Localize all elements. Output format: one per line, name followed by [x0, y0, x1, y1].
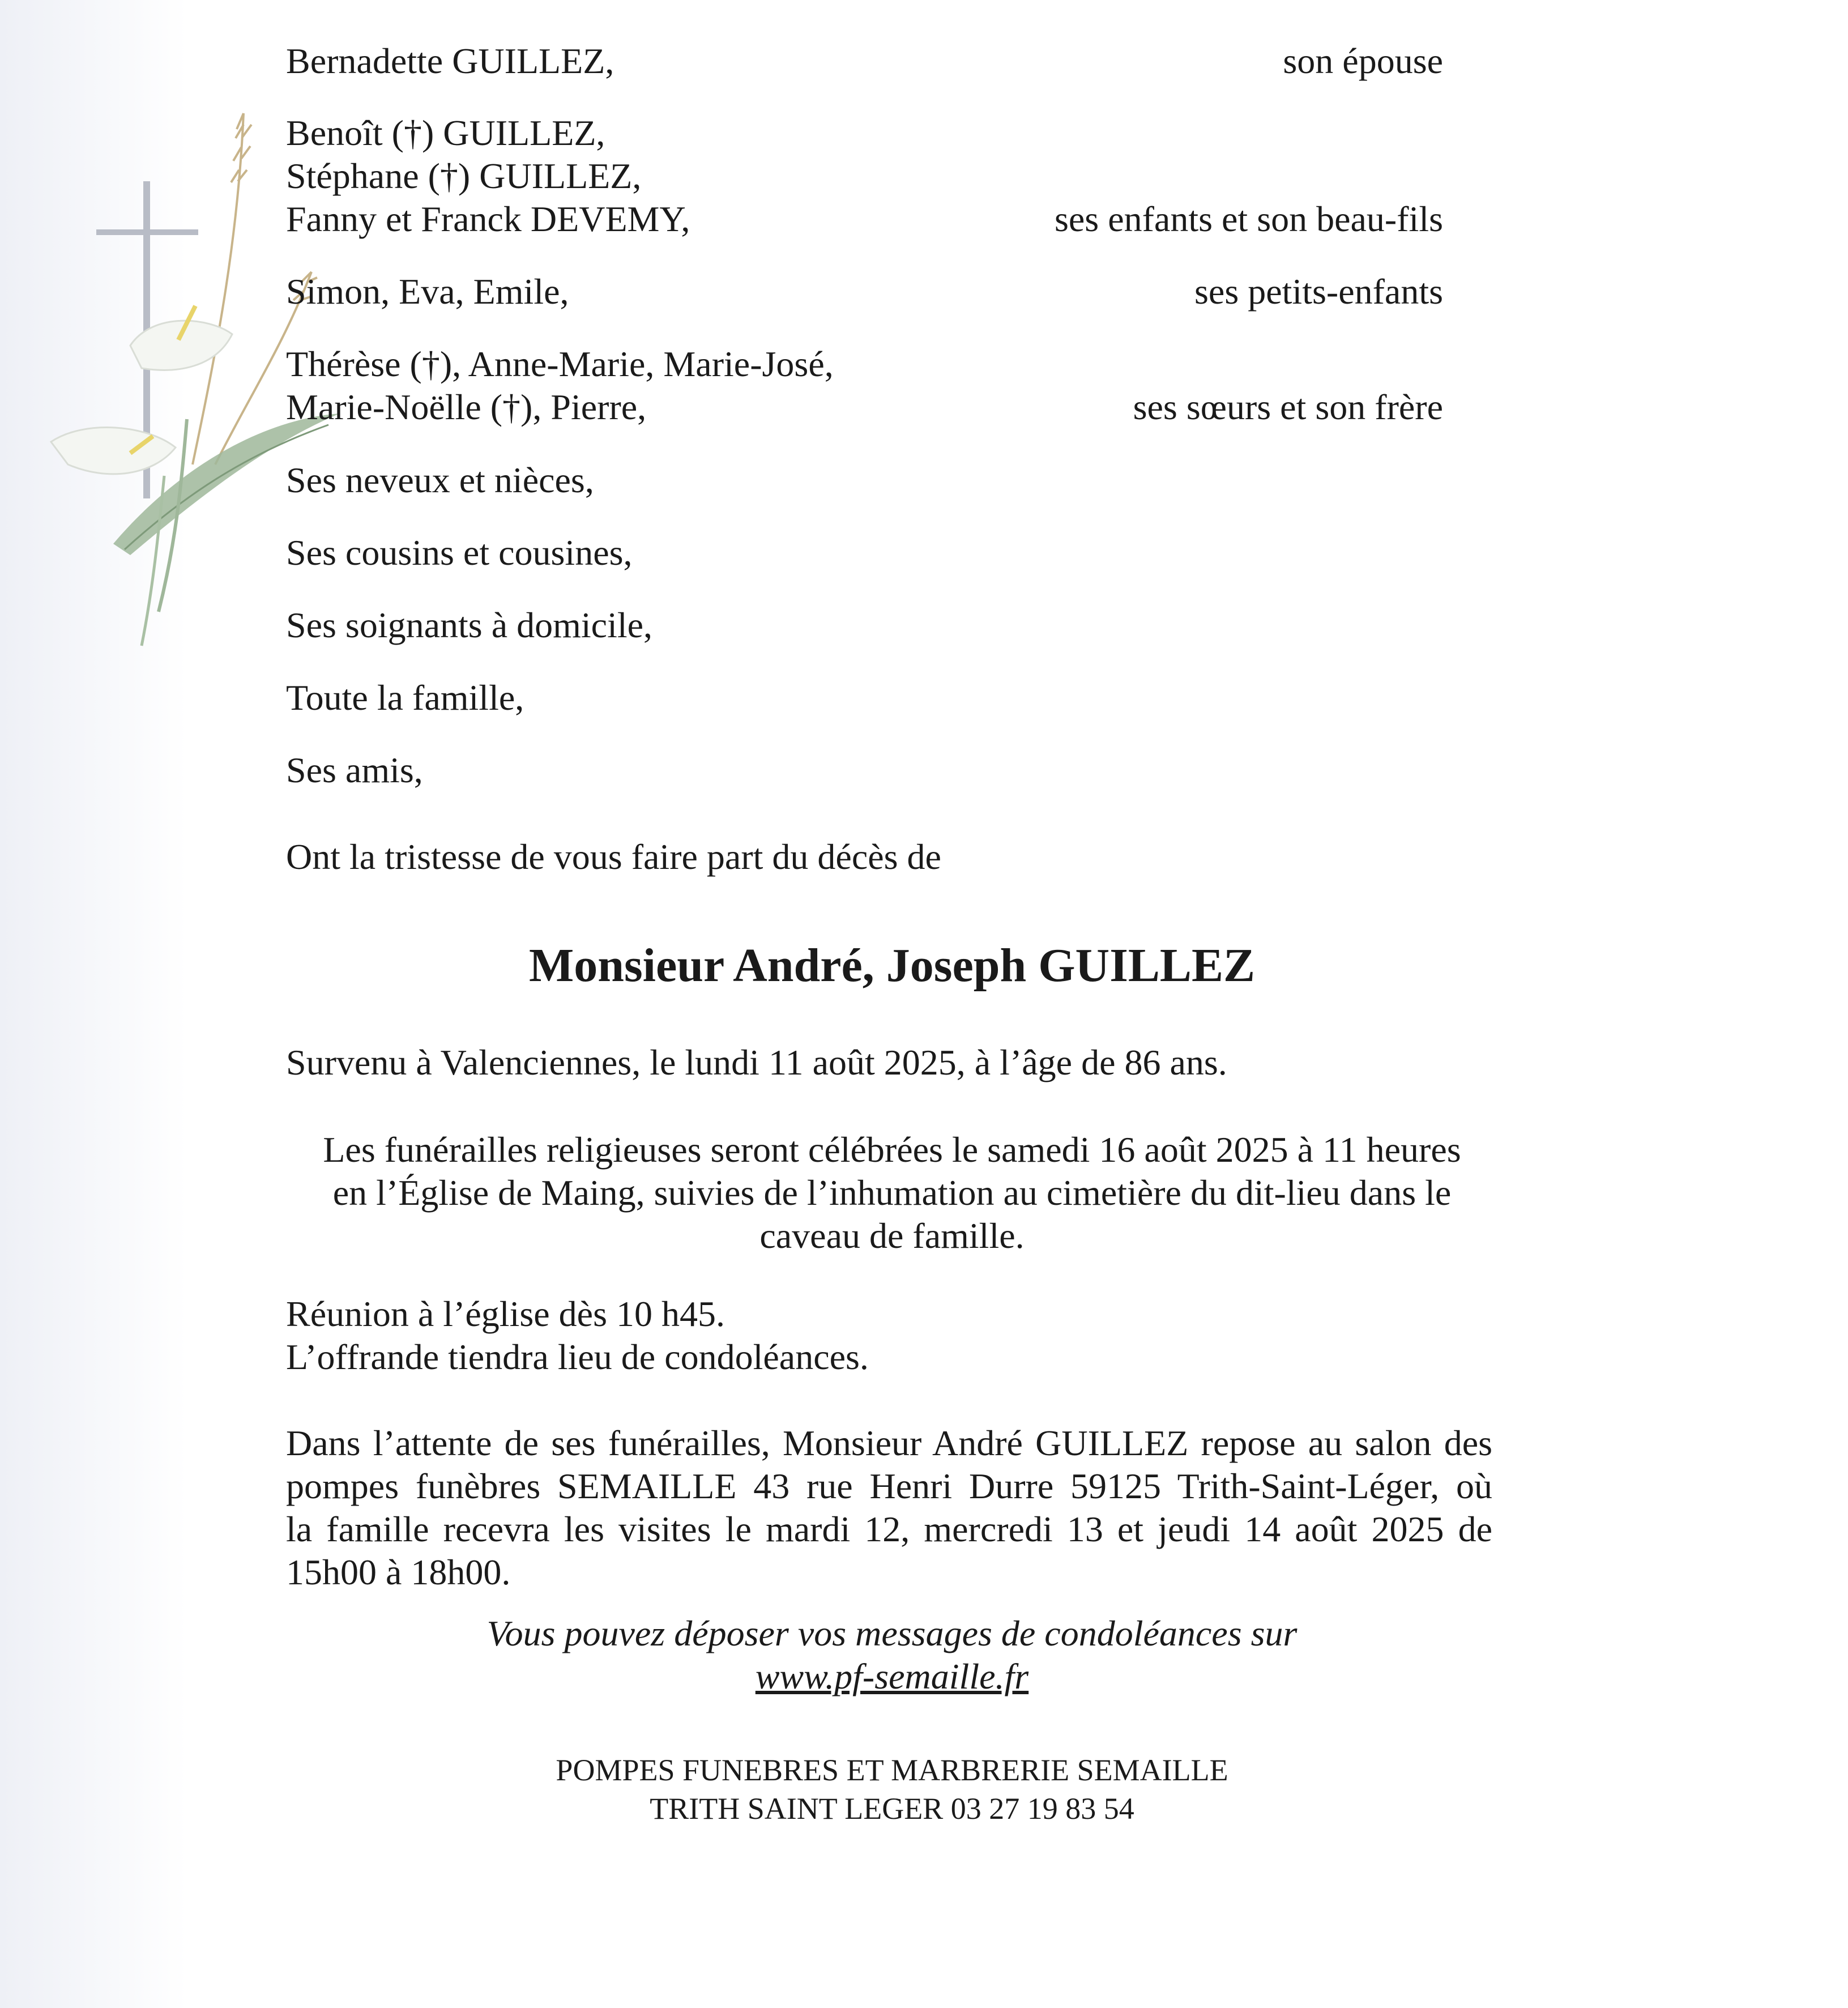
meeting-line: L’offrande tiendra lieu de condoléances.	[286, 1337, 869, 1377]
family-relation: ses enfants et son beau-fils	[1054, 199, 1443, 239]
visit-line: Dans l’attente de ses funérailles, Monsieur André GUILLEZ repose au salon des	[286, 1423, 1492, 1463]
funeral-line: caveau de famille.	[759, 1216, 1025, 1256]
family-relation: ses petits-enfants	[1194, 271, 1443, 312]
death-notice: Survenu à Valenciennes, le lundi 11 août 2025, à l’âge de 86 ans.	[286, 1042, 1227, 1082]
condolence-text: Vous pouvez déposer vos messages de condoléances sur	[486, 1613, 1298, 1653]
family-relation: son épouse	[1283, 41, 1443, 81]
family-name-line: Marie-Noëlle (†), Pierre,	[286, 387, 647, 427]
family-name-line: Benoît (†) GUILLEZ,	[286, 113, 605, 153]
family-name-line: Fanny et Franck DEVEMY,	[286, 199, 690, 239]
family-name-line: Stéphane (†) GUILLEZ,	[286, 156, 642, 196]
deceased-name: Monsieur André, Joseph GUILLEZ	[528, 939, 1256, 992]
family-name-line: Bernadette GUILLEZ,	[286, 41, 614, 81]
announcement-intro: Ont la tristesse de vous faire part du décès de	[286, 837, 941, 877]
family-name-line: Thérèse (†), Anne-Marie, Marie-José,	[286, 344, 834, 384]
family-relation: ses sœurs et son frère	[1133, 387, 1443, 427]
mourner-line: Ses amis,	[286, 750, 423, 790]
funeral-line: en l’Église de Maing, suivies de l’inhumation au cimetière du dit-lieu dans le	[332, 1173, 1452, 1213]
family-name-line: Simon, Eva, Emile,	[286, 271, 569, 312]
website-link[interactable]: www.pf-semaille.fr	[755, 1656, 1029, 1696]
mourner-line: Ses soignants à domicile,	[286, 605, 653, 645]
mourner-line: Ses cousins et cousines,	[286, 532, 633, 573]
mourner-line: Ses neveux et nièces,	[286, 460, 594, 500]
visit-line: pompes funèbres SEMAILLE 43 rue Henri Durre 59125 Trith-Saint-Léger, où	[286, 1466, 1492, 1506]
visit-line: 15h00 à 18h00.	[286, 1552, 511, 1592]
calla-lily-icon	[51, 306, 232, 474]
funeral-line: Les funérailles religieuses seront célébrées le samedi 16 août 2025 à 11 heures	[323, 1129, 1461, 1170]
footer-company: POMPES FUNEBRES ET MARBRERIE SEMAILLE	[556, 1753, 1228, 1787]
meeting-line: Réunion à l’église dès 10 h45.	[286, 1294, 725, 1334]
footer-address-phone: TRITH SAINT LEGER 03 27 19 83 54	[650, 1792, 1134, 1826]
mourner-line: Toute la famille,	[286, 677, 524, 718]
visit-line: la famille recevra les visites le mardi 12, mercredi 13 et jeudi 14 août 2025 de	[286, 1509, 1492, 1549]
